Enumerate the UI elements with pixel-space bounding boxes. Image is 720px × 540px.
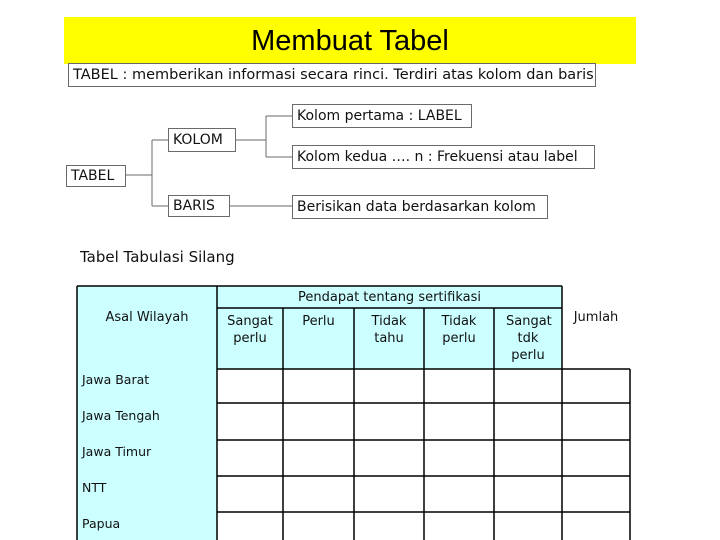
group-header-pendapat: Pendapat tentang sertifikasi xyxy=(298,290,481,305)
row-header-asal-wilayah: Asal Wilayah xyxy=(105,310,189,325)
col-header-perlu: Perlu xyxy=(302,314,335,329)
row-label-jawa-timur: Jawa Timur xyxy=(82,444,152,459)
row-label-ntt: NTT xyxy=(82,480,107,495)
definition-box: TABEL : memberikan informasi secara rinci. Terdiri atas kolom dan baris xyxy=(68,63,596,87)
tree-kolom-pertama: Kolom pertama : LABEL xyxy=(292,104,472,128)
tree-baris-desc: Berisikan data berdasarkan kolom xyxy=(292,195,548,219)
col-header-jumlah: Jumlah xyxy=(573,310,619,325)
col-header-sangat-perlu: Sangat perlu xyxy=(227,314,273,346)
tree-kolom-kedua: Kolom kedua …. n : Frekuensi atau label xyxy=(292,145,595,169)
tree-root-tabel: TABEL xyxy=(66,165,126,187)
row-label-jawa-tengah: Jawa Tengah xyxy=(82,408,160,423)
row-label-papua: Papua xyxy=(82,516,121,531)
col-header-tidak-perlu: Tidak perlu xyxy=(441,314,477,346)
col-header-tidak-tahu: Tidak tahu xyxy=(371,314,407,346)
col-header-sangat-tdk-perlu: Sangat tdk perlu xyxy=(506,314,552,363)
section-title: Tabel Tabulasi Silang xyxy=(80,248,235,266)
tree-baris: BARIS xyxy=(168,195,230,217)
page-title: Membuat Tabel xyxy=(251,25,449,57)
row-label-jawa-barat: Jawa Barat xyxy=(82,372,150,387)
tree-kolom: KOLOM xyxy=(168,128,236,152)
